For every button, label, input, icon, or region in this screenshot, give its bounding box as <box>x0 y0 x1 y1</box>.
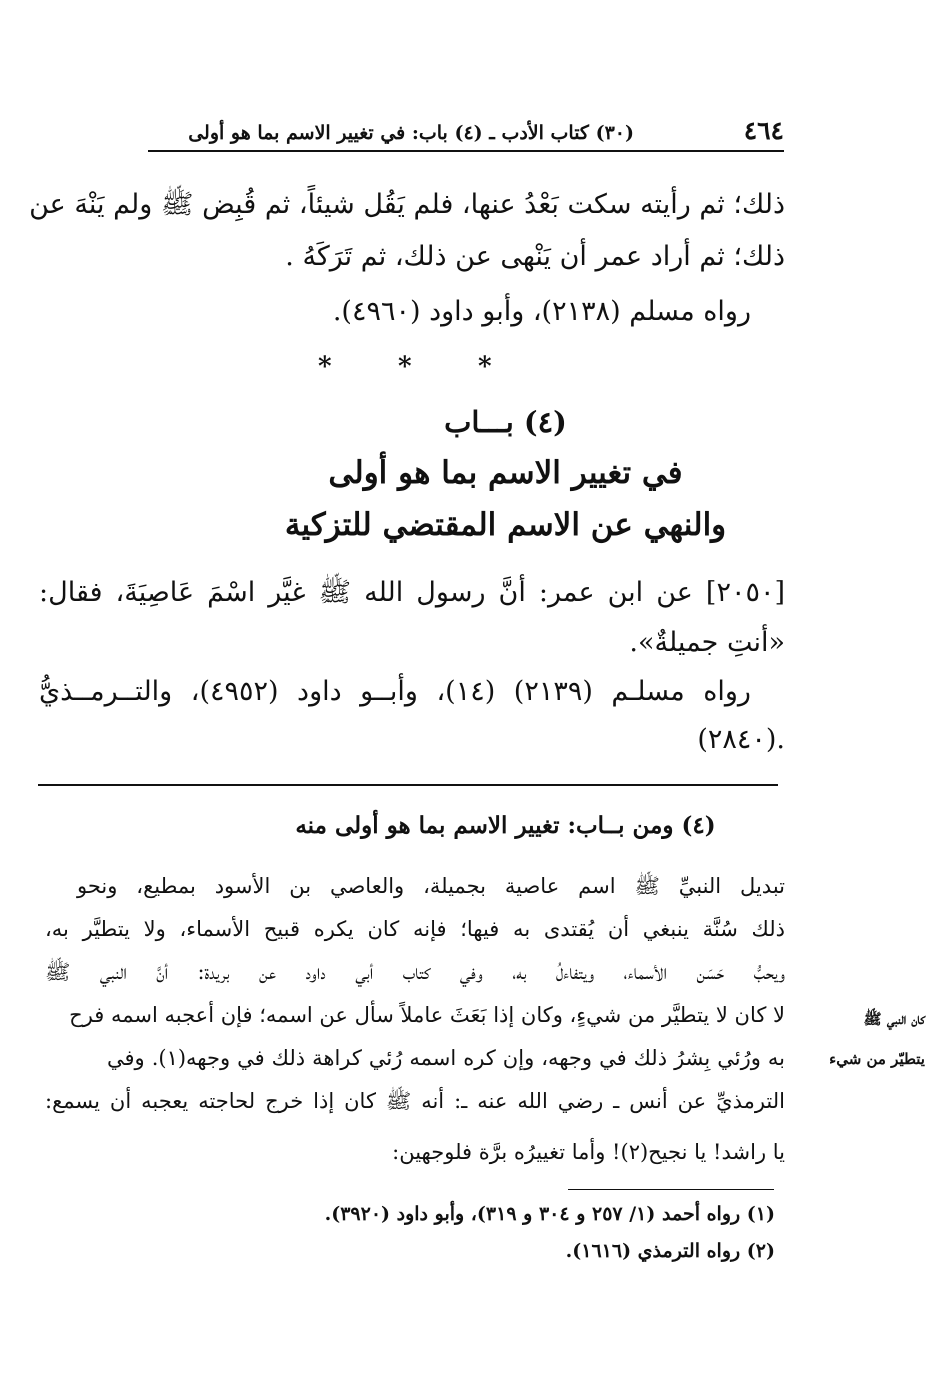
margin-note: يتطيّر من شيء <box>829 1050 925 1068</box>
commentary-line: ويحبُّ حَسَن الأسماء، ويتفاءلُ به، وفي كتاب أبي داود عن بريدة: أنَّ النبي ﷺ <box>45 960 785 984</box>
commentary-line: الترمذيِّ عن أنس ـ رضي الله عنه ـ: أنه ﷺ كان إذا خرج لحاجته يعجبه أن يسمع: <box>45 1089 785 1113</box>
main-citation: رواه مسلم (٢١٣٨)، وأبو داود (٤٩٦٠). <box>332 296 751 327</box>
running-title: (٣٠) كتاب الأدب ـ (٤) باب: في تغيير الاسم بما هو أولى <box>188 122 634 144</box>
footnote: (١) رواه أحمد (١/ ٢٥٧ و ٣٠٤ و ٣١٩)، وأبو داود (٣٩٢٠). <box>324 1203 775 1225</box>
separator-star: * <box>318 352 332 382</box>
commentary-rule <box>38 784 778 786</box>
hadith-text-line: «أنتِ جميلةٌ». <box>629 627 785 658</box>
margin-note: كان النبي ﷺ <box>863 1010 925 1028</box>
commentary-line: يا راشد! يا نجيح(٢)! وأما تغييرُه برَّة فلوجهين: <box>392 1140 785 1164</box>
page-number: ٤٦٤ <box>743 116 784 145</box>
chapter-number: (٤) بـــاب <box>444 405 567 439</box>
commentary-line: به ورُئي بِشرُ ذلك في وجهه، وإن كره اسمه رُئي كراهة ذلك في وجهه(١). وفي <box>107 1046 785 1070</box>
commentary-line: ذلك سُنَّة ينبغي أن يُقتدى به فيها؛ فإنه كان يكره قبيح الأسماء، ولا يتطيَّر به، <box>45 917 785 941</box>
running-header <box>148 112 784 148</box>
main-text-line: ذلك؛ ثم رأيته سكت بَعْدُ عنها، فلم يَقُل شيئاً، ثم قُبِض ﷺ ولم يَنْهَ عن <box>29 189 785 220</box>
section-separator <box>300 352 540 382</box>
hadith-citation: رواه مسلـم (٢١٣٩) (١٤)، وأبــو داود (٤٩٥٢)، والتــرمــذيُّ <box>39 676 751 707</box>
hadith-citation: (٢٨٤٠). <box>697 724 785 755</box>
separator-star: * <box>478 352 492 382</box>
header-rule <box>148 150 784 152</box>
hadith-text-line: [٢٠٥٠] عن ابن عمر: أنَّ رسول الله ﷺ غيَّر اسْمَ عَاصِيَةَ، فقال: <box>39 577 785 608</box>
commentary-heading: (٤) ومن بــاب: تغيير الاسم بما هو أولى منه <box>295 812 716 839</box>
footnote: (٢) رواه الترمذي (١٦١٦). <box>565 1240 775 1262</box>
chapter-title-line1: في تغيير الاسم بما هو أولى <box>328 455 683 491</box>
commentary-line: تبديل النبيِّ ﷺ اسم عاصية بجميلة، والعاصي بن الأسود بمطيع، ونحو <box>77 874 785 898</box>
chapter-title-line2: والنهي عن الاسم المقتضي للتزكية <box>284 507 727 543</box>
separator-star: * <box>398 352 412 382</box>
commentary-line: لا كان لا يتطيَّر من شيءٍ، وكان إذا بَعَثَ عاملاً سأل عن اسمه؛ فإن أعجبه اسمه فرح <box>69 1003 785 1027</box>
footnote-rule <box>568 1189 774 1190</box>
main-text-line: ذلك؛ ثم أراد عمر أن يَنْهى عن ذلك، ثم تَرَكَهُ . <box>285 241 785 272</box>
